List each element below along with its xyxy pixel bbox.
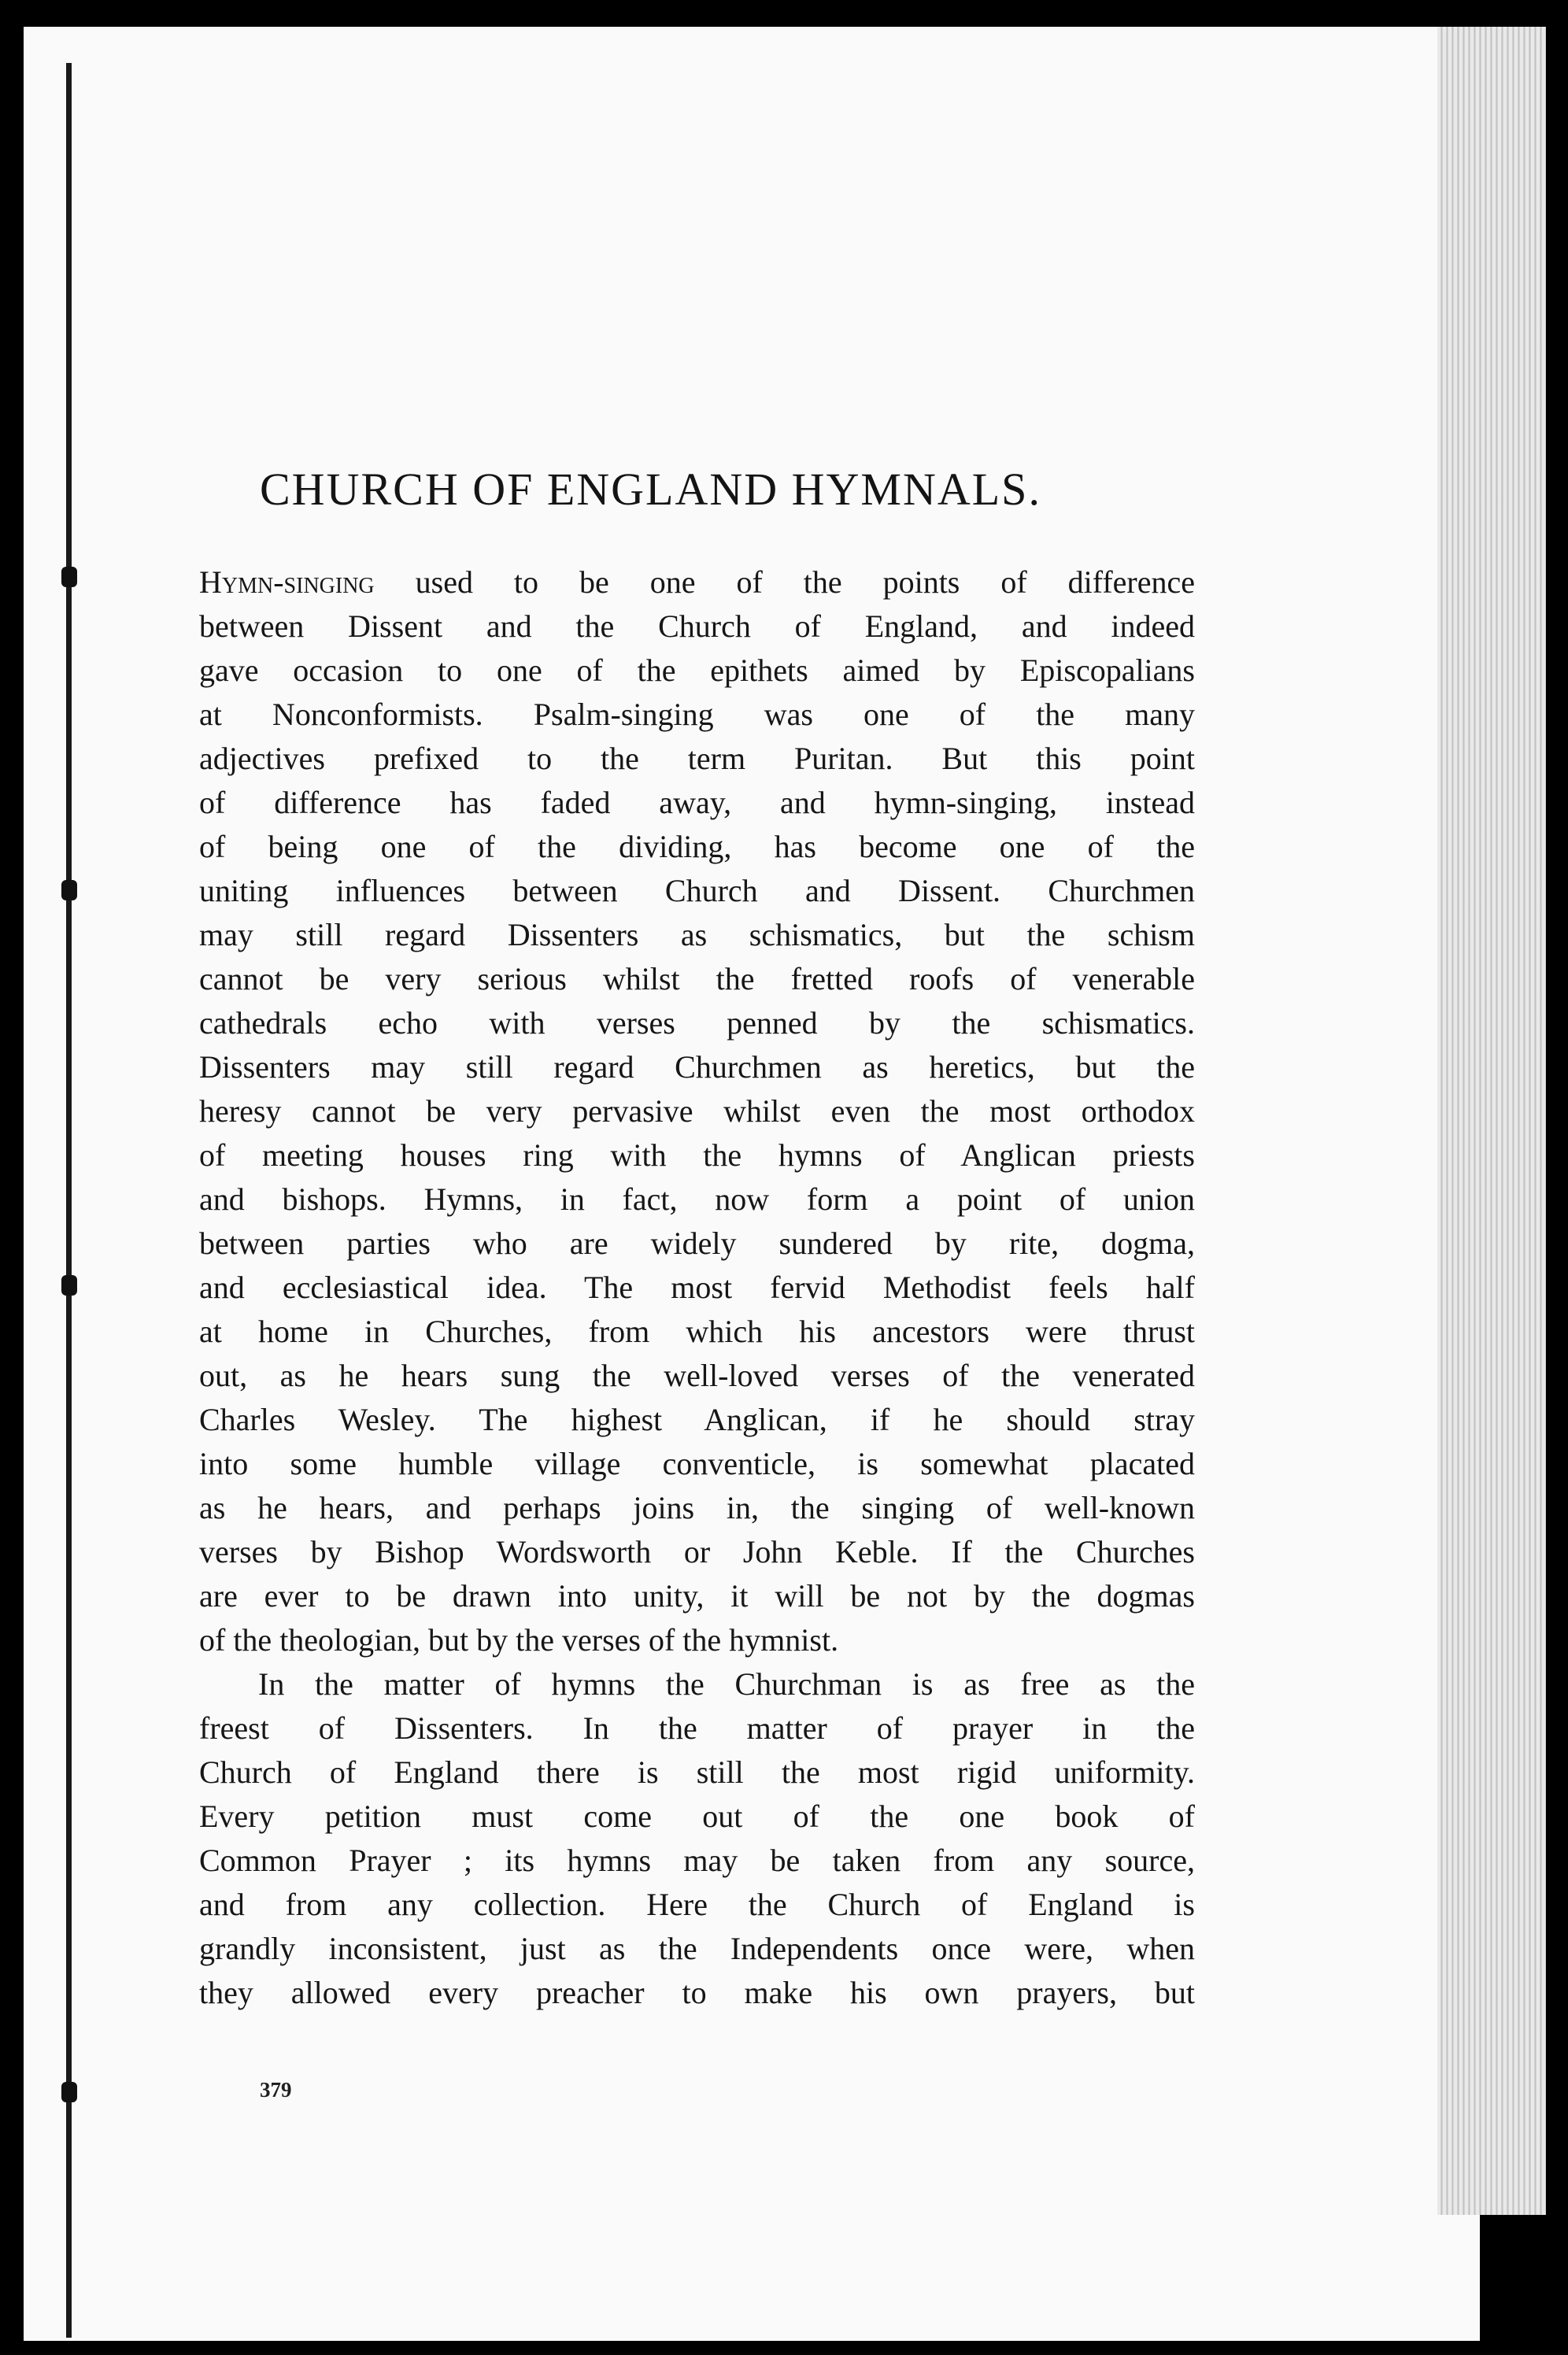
text-line: cannot be very serious whilst the fretted roofs of venerable [199, 961, 1195, 996]
page-number: 379 [260, 2078, 292, 2102]
bottom-shadow [0, 2341, 1568, 2355]
text-line: are ever to be drawn into unity, it will be not by the dogmas [199, 1578, 1195, 1614]
text-line: of meeting houses ring with the hymns of Anglican priests [199, 1137, 1195, 1173]
text-line: at Nonconformists. Psalm-singing was one of the many [199, 697, 1195, 732]
text-line: cathedrals echo with verses penned by the schismatics. [199, 1005, 1195, 1041]
text-line: In the matter of hymns the Churchman is as free as the [258, 1666, 1195, 1702]
body-text [199, 560, 1195, 2015]
text-line: Every petition must come out of the one book of [199, 1799, 1195, 1834]
text-line: freest of Dissenters. In the matter of prayer in the [199, 1710, 1195, 1746]
text-line: may still regard Dissenters as schismatics, but the schism [199, 917, 1195, 952]
text-line: heresy cannot be very pervasive whilst even the most orthodox [199, 1093, 1195, 1129]
text-line: and bishops. Hymns, in fact, now form a point of union [199, 1181, 1195, 1217]
binding-stitch [61, 567, 77, 587]
page-edge-shadow [1546, 24, 1568, 2221]
text-line: Church of England there is still the most rigid uniformity. [199, 1754, 1195, 1790]
text-line: of the theologian, but by the verses of the hymnist. [199, 1622, 839, 1658]
text-line: and ecclesiastical idea. The most fervid Methodist feels half [199, 1270, 1195, 1305]
text-line: of being one of the dividing, has become one of the [199, 829, 1195, 864]
text-line: as he hears, and perhaps joins in, the singing of well-known [199, 1490, 1195, 1525]
text-line: between Dissent and the Church of England, and indeed [199, 608, 1195, 644]
text-line: adjectives prefixed to the term Puritan. But this point [199, 741, 1195, 776]
lead-in-smallcaps: Hymn-singing [199, 564, 375, 600]
text-line: Common Prayer ; its hymns may be taken from any source, [199, 1843, 1195, 1878]
text-line: and from any collection. Here the Church of England is [199, 1887, 1195, 1922]
text-line: uniting influences between Church and Dissent. Churchmen [199, 873, 1195, 908]
page-stack-edges [1437, 27, 1546, 2215]
text-line: into some humble village conventicle, is somewhat placated [199, 1446, 1195, 1481]
page-title: CHURCH OF ENGLAND HYMNALS. [260, 464, 1041, 515]
binding-stitch [61, 2082, 77, 2102]
text-line: out, as he hears sung the well-loved verses of the venerated [199, 1358, 1195, 1393]
binding-stitch [61, 880, 77, 900]
text-line: between parties who are widely sundered by rite, dogma, [199, 1226, 1195, 1261]
text-line-rest: used to be one of the points of difference [374, 564, 1195, 600]
text-line: grandly inconsistent, just as the Independents once were, when [199, 1931, 1195, 1966]
text-line: Dissenters may still regard Churchmen as heretics, but the [199, 1049, 1195, 1085]
text-line [199, 560, 1195, 604]
text-line: they allowed every preacher to make his own prayers, but [199, 1975, 1195, 2010]
text-line: Charles Wesley. The highest Anglican, if he should stray [199, 1402, 1195, 1437]
text-line: gave occasion to one of the epithets aimed by Episcopalians [199, 653, 1195, 688]
binding-spine [66, 63, 72, 2338]
text-line: verses by Bishop Wordsworth or John Keble. If the Churches [199, 1534, 1195, 1569]
text-line: of difference has faded away, and hymn-singing, instead [199, 785, 1195, 820]
text-line: at home in Churches, from which his ancestors were thrust [199, 1314, 1195, 1349]
binding-stitch [61, 1275, 77, 1296]
